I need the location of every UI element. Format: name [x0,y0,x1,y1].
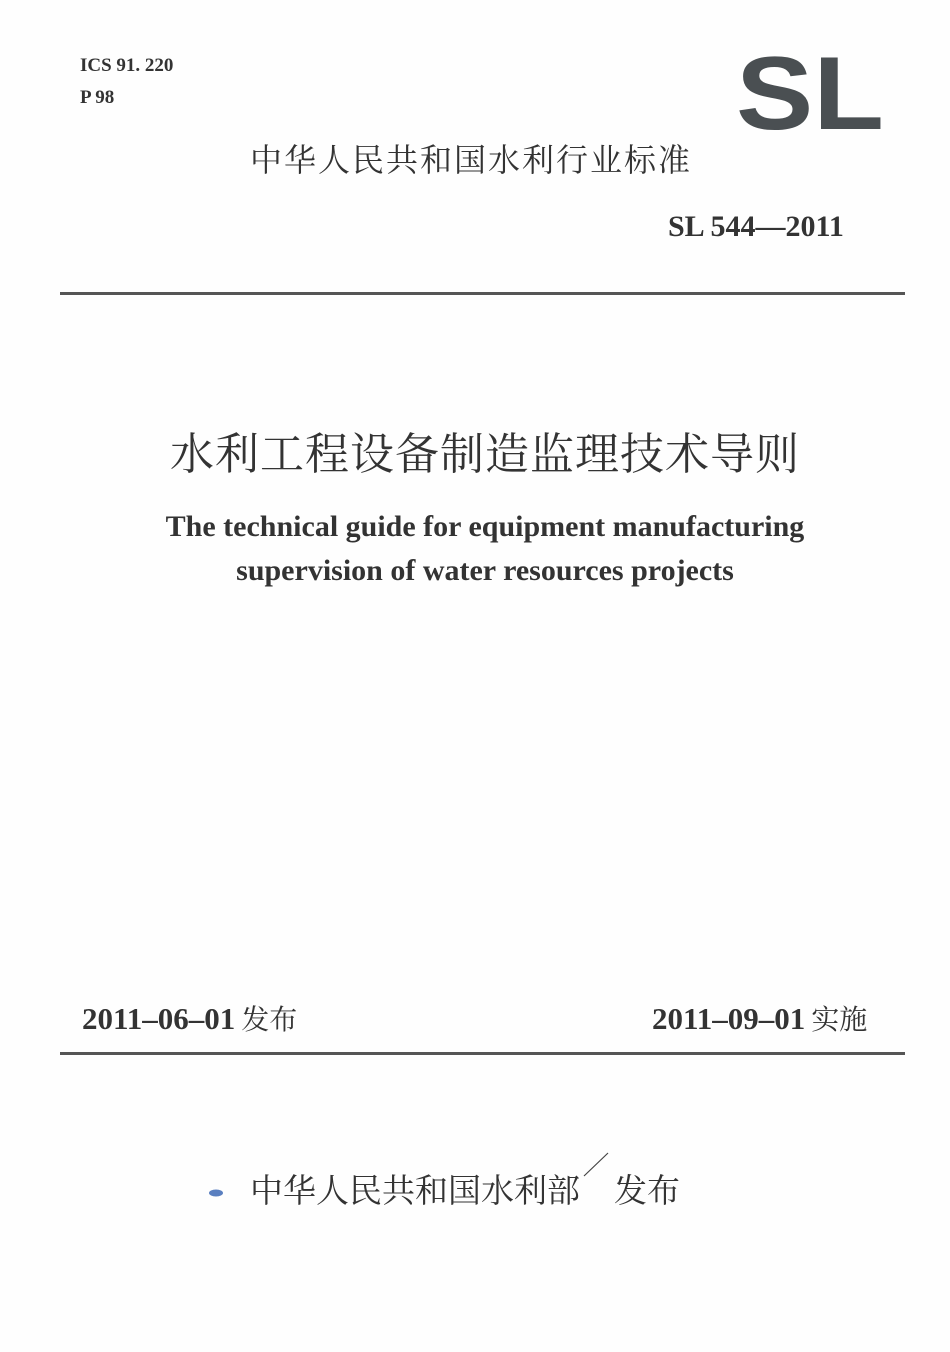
title-chinese: 水利工程设备制造监理技术导则 [170,429,800,480]
bottom-divider [60,1052,905,1055]
effective-label: 实施 [811,1003,868,1036]
issue-date: 2011–06–01 [82,1001,236,1036]
standard-number: SL 544—2011 [668,210,844,243]
publisher [250,1165,680,1212]
title-english-line2: supervision of water resources projects [236,554,734,587]
effective-date: 2011–09–01 [652,1001,806,1036]
title-english [0,505,950,593]
title-english-line1: The technical guide for equipment manufacturing [165,510,805,543]
classification-codes [80,50,173,114]
issue-label: 发布 [241,1003,298,1036]
top-divider [60,292,905,295]
sl-logo [736,53,886,133]
sl-logo-text: SL [736,53,884,133]
ink-spot-icon [208,1188,224,1198]
publisher-action: 发布 [614,1171,680,1210]
class-code: P 98 [80,87,115,108]
effective-date-block [652,998,867,1038]
publisher-name: 中华人民共和国水利部 [250,1171,580,1210]
standard-category: 中华人民共和国水利行业标准 [250,141,693,179]
issue-date-block [82,998,297,1038]
ics-code: ICS 91. 220 [80,55,174,76]
pen-stroke-mark [582,1150,612,1180]
